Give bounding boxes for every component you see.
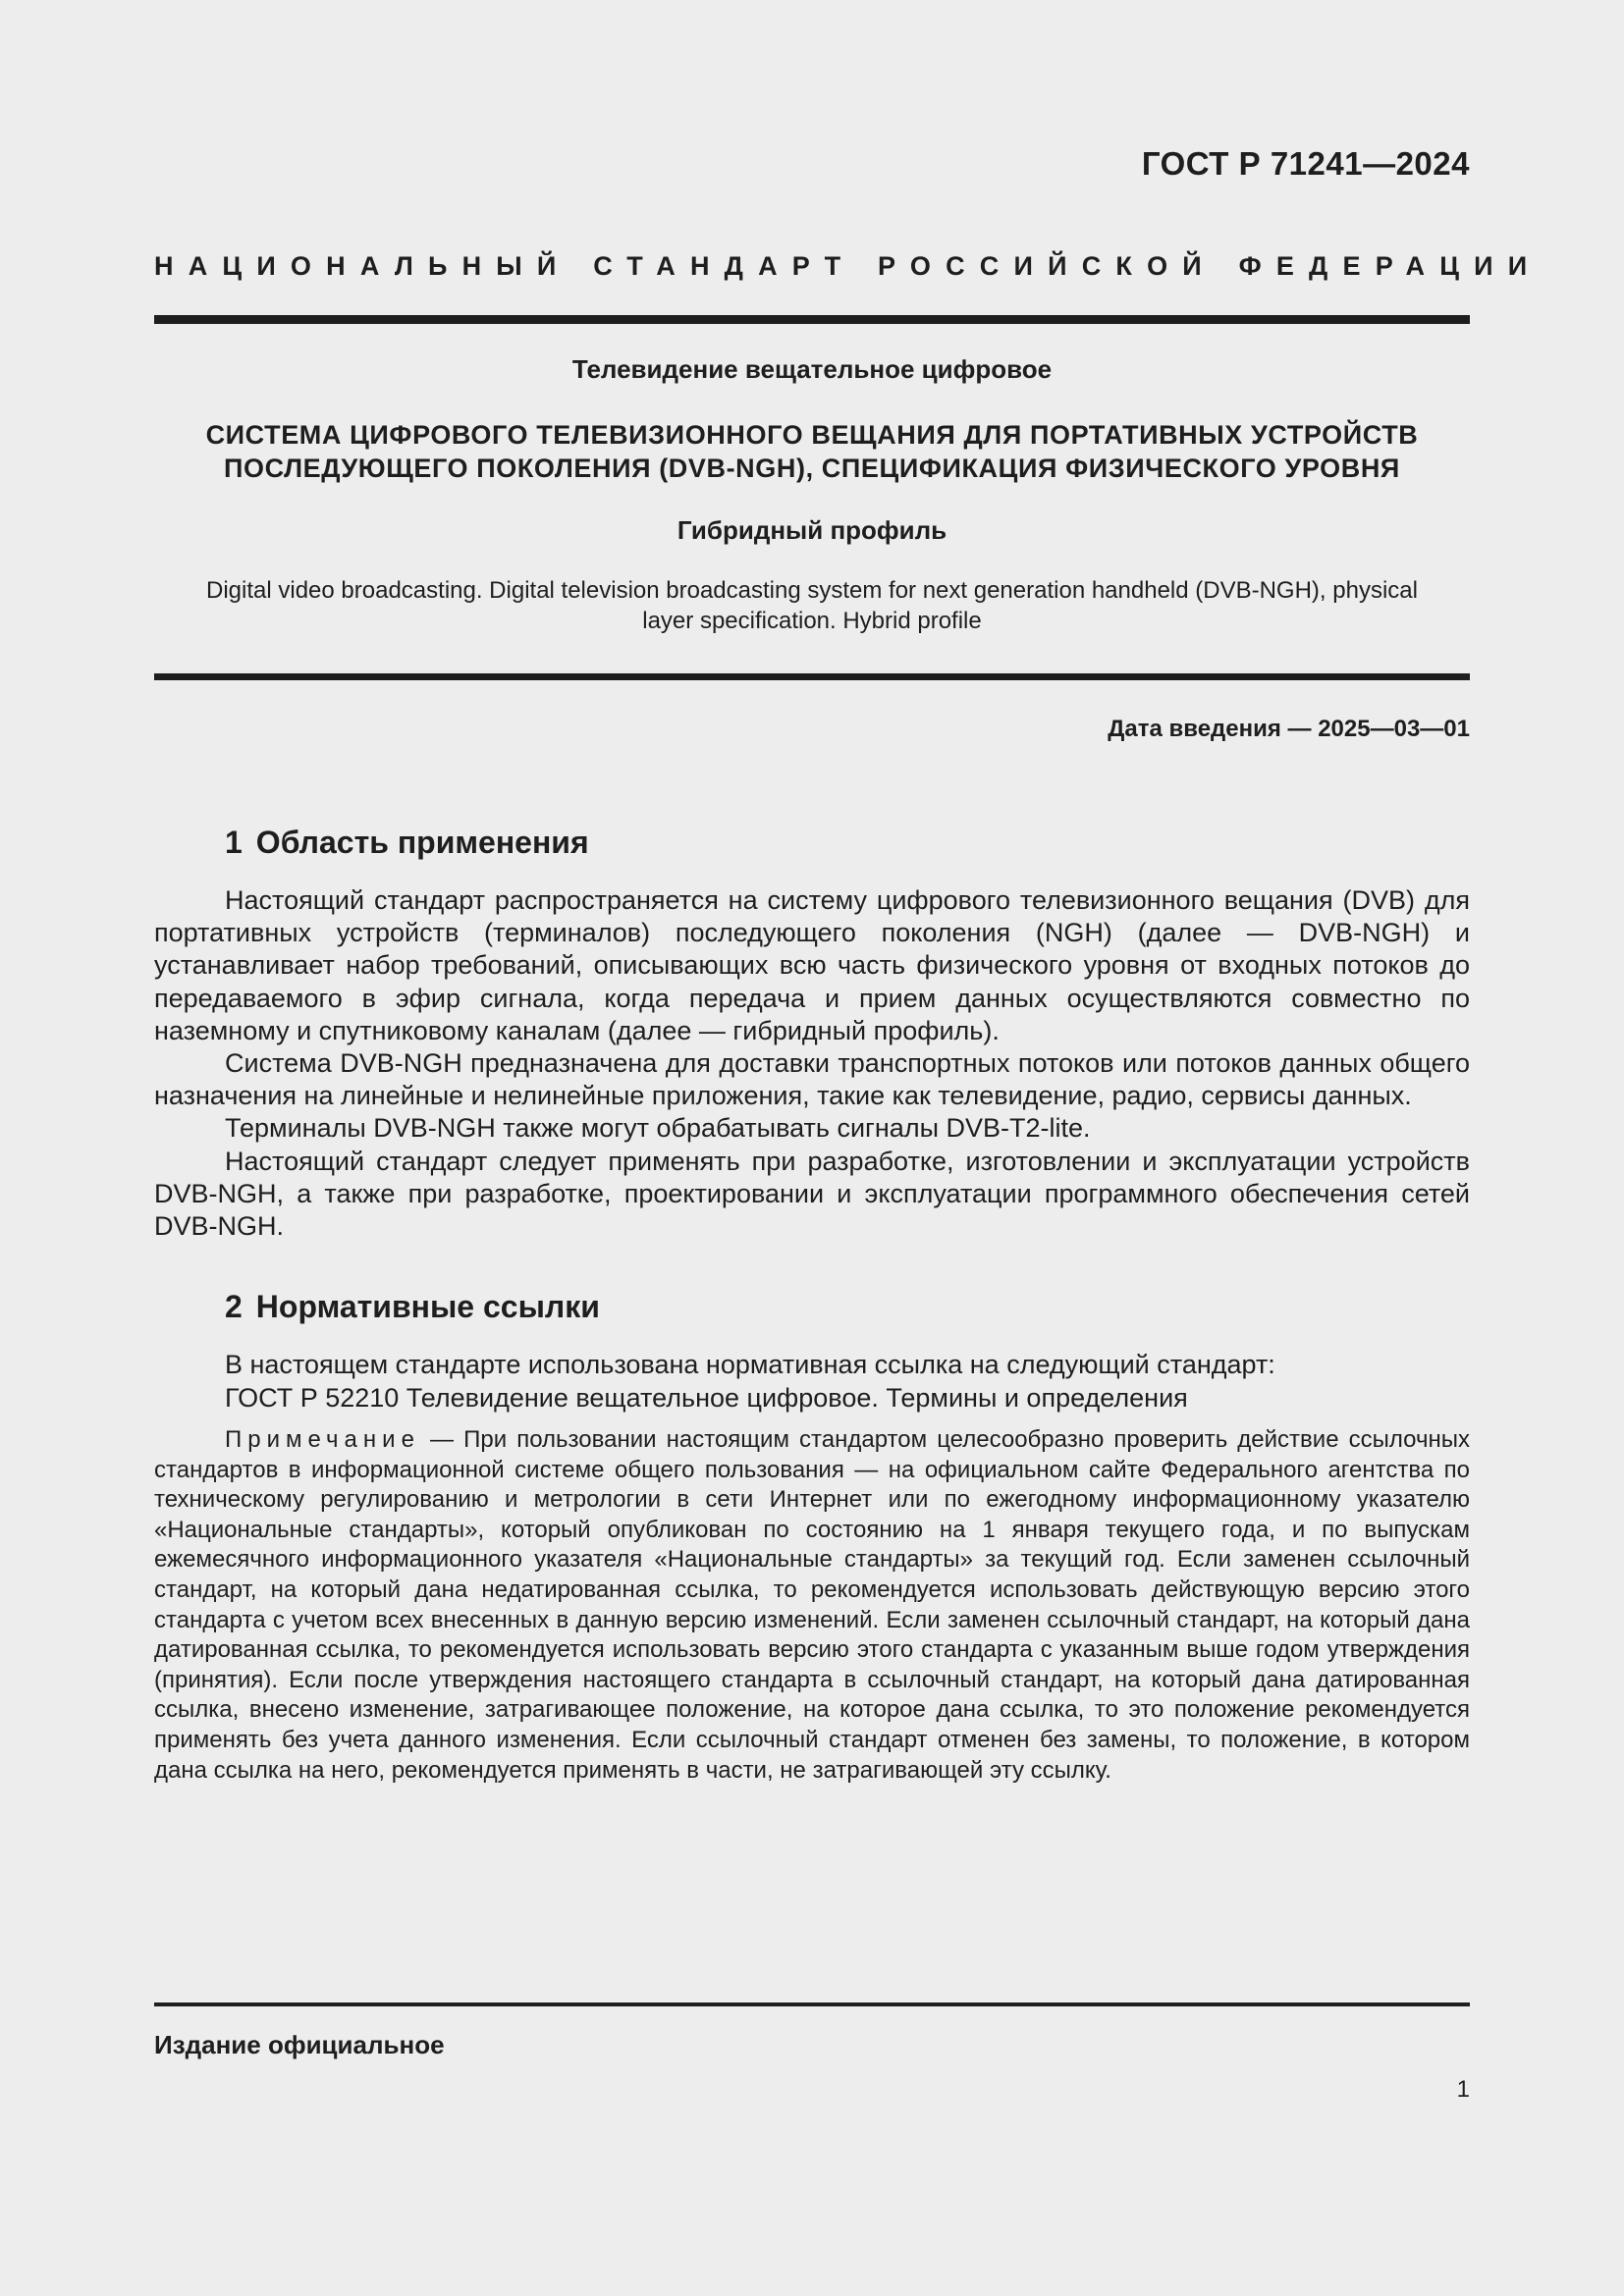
title-bottom-rule — [154, 673, 1470, 680]
top-thick-rule — [154, 315, 1470, 324]
footer-rule — [154, 2002, 1470, 2006]
section-1-paragraph: Терминалы DVB-NGH также могут обрабатывать сигналы DVB-T2-lite. — [225, 1113, 1091, 1144]
main-title-line-2: ПОСЛЕДУЮЩЕГО ПОКОЛЕНИЯ (DVB-NGH), СПЕЦИФИКАЦИЯ ФИЗИЧЕСКОГО УРОВНЯ — [224, 454, 1400, 483]
english-title-line-1: Digital video broadcasting. Digital television broadcasting system for next generation handheld (DVB-NGH), physical — [206, 577, 1418, 604]
english-title-line-2: layer specification. Hybrid profile — [642, 608, 982, 634]
page-number: 1 — [1456, 2076, 1470, 2103]
note-text: — При пользовании настоящим стандартом целесообразно проверить действие ссылочных стандартов в информационной системе общего пользования — на официальном сайте Федерального агентства по техническому регулированию и метрологии в сети Интернет или по ежегодному информационному указателю «Национальные стандарты», который опубликован по состоянию на 1 января текущего года, и по выпускам ежемесячного информационного указателя «Национальные стандарты» за текущий год. Если заменен ссылочный стандарт, на который дана недатированная ссылка, то рекомендуется использовать действующую версию этого стандарта с учетом всех внесенных в данную версию изменений. Если заменен ссылочный стандарт, на который дана датированная ссылка, то рекомендуется использовать версию этого стандарта с указанным выше годом утверждения (принятия). Если после утверждения настоящего стандарта в ссылочный стандарт, на который дана датированная ссылка, внесено изменение, затрагивающее положение, на которое дана ссылка, то это положение рекомендуется применять без учета данного изменения. Если ссылочный стандарт отменен без замены, то положение, в котором дана ссылка на него, рекомендуется применять в части, не затрагивающей эту ссылку. — [154, 1426, 1470, 1784]
normative-reference: ГОСТ Р 52210 Телевидение вещательное цифровое. Термины и определения — [225, 1383, 1188, 1413]
section-2-intro: В настоящем стандарте использована нормативная ссылка на следующий стандарт: — [225, 1350, 1275, 1379]
document-main-title — [154, 418, 1470, 485]
section-1-paragraph: Настоящий стандарт следует применять при разработке, изготовлении и эксплуатации устройств DVB-NGH, а также при разработке, проектировании и эксплуатации программного обеспечения сетей DVB-NGH. — [154, 1146, 1470, 1242]
section-1-body — [154, 884, 1470, 1243]
official-edition-label: Издание официальное — [154, 2030, 445, 2059]
document-subtitle: Телевидение вещательное цифровое — [571, 354, 1053, 384]
section-2-references — [225, 1348, 1470, 1415]
national-standard-banner: НАЦИОНАЛЬНЫЙ СТАНДАРТ РОССИЙСКОЙ ФЕДЕРАЦИИ — [154, 251, 1543, 281]
section-2-title: Нормативные ссылки — [255, 1289, 600, 1324]
gost-code: ГОСТ Р 71241—2024 — [1141, 145, 1470, 182]
section-1-paragraph: Система DVB-NGH предназначена для доставки транспортных потоков или потоков данных общего назначения на линейные и нелинейные приложения, такие как телевидение, радио, сервисы данных. — [154, 1048, 1470, 1111]
english-title — [154, 575, 1470, 636]
section-2-heading — [225, 1289, 600, 1325]
section-1-number: 1 — [225, 825, 243, 860]
main-title-line-1: СИСТЕМА ЦИФРОВОГО ТЕЛЕВИЗИОННОГО ВЕЩАНИЯ ДЛЯ ПОРТАТИВНЫХ УСТРОЙСТВ — [205, 420, 1419, 450]
profile-title: Гибридный профиль — [677, 515, 947, 545]
section-1-title: Область применения — [255, 825, 589, 860]
section-1-heading — [225, 825, 589, 861]
section-1-paragraph: Настоящий стандарт распространяется на систему цифрового телевизионного вещания (DVB) для портативных устройств (терминалов) последующего поколения (NGH) (далее — DVB-NGH) и устанавливает набор требований, описывающих всю часть физического уровня от входных потоков до передаваемого в эфир сигнала, когда передача и прием данных осуществляются совместно по наземному и спутниковому каналам (далее — гибридный профиль). — [154, 885, 1470, 1045]
introduction-date: Дата введения — 2025—03—01 — [1108, 716, 1470, 742]
section-2-number: 2 — [225, 1289, 243, 1324]
section-2-note — [154, 1425, 1470, 1786]
note-label: Примечание — [225, 1426, 420, 1453]
